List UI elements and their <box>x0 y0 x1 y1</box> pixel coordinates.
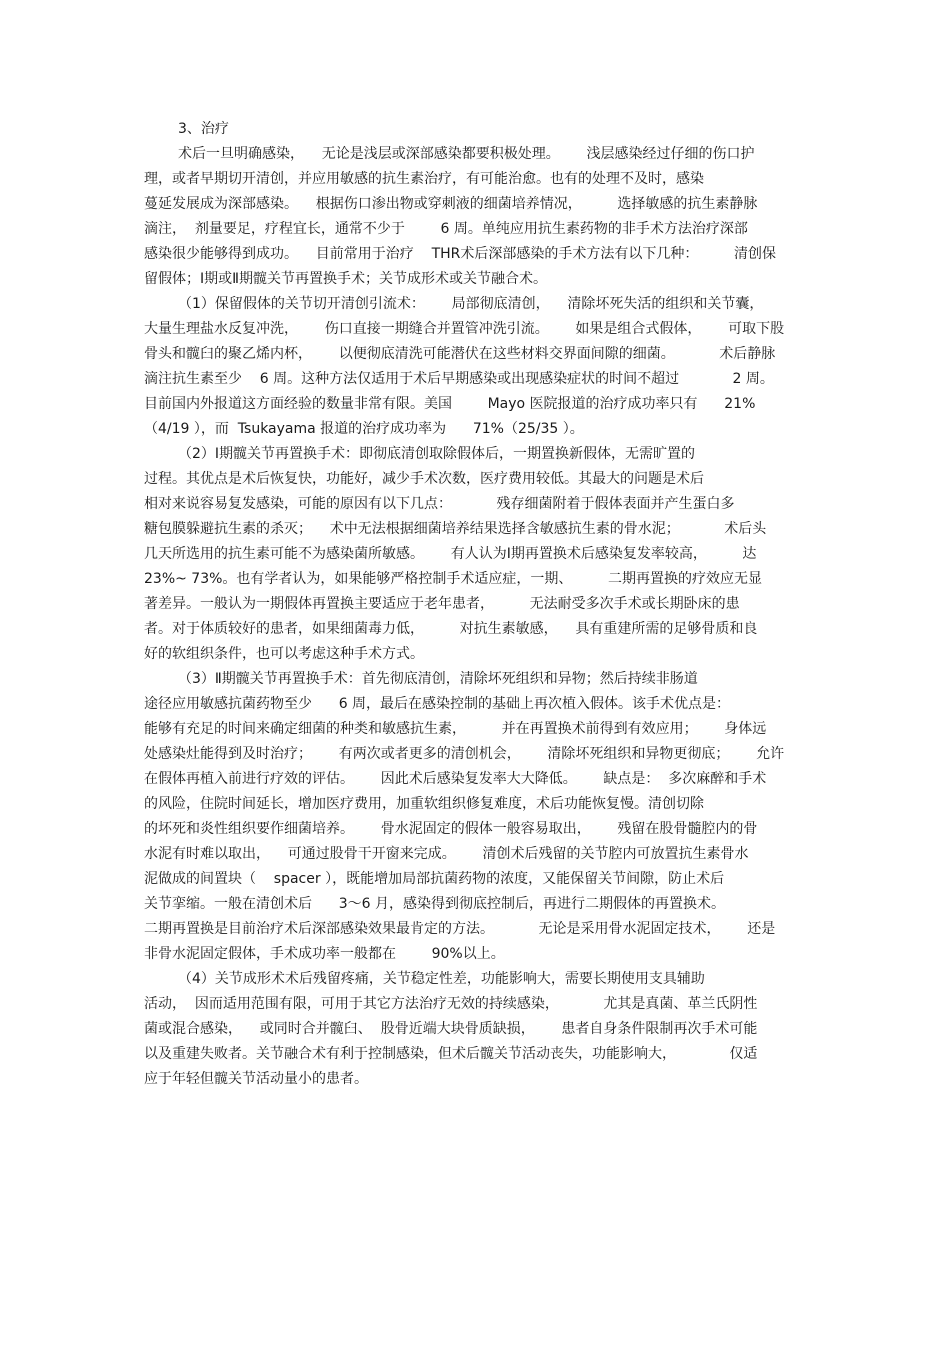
paragraph-line: 泥做成的间置块（ spacer ），既能增加局部抗菌药物的浓度，又能保留关节间隙，防止术后 <box>144 871 725 887</box>
paragraph-line: 理，或者早期切开清创，并应用敏感的抗生素治疗，有可能治愈。也有的处理不及时，感染 <box>144 171 704 187</box>
paragraph-line: 的风险，住院时间延长，增加医疗费用，加重软组织修复难度，术后功能恢复慢。清创切除 <box>144 796 704 812</box>
paragraph-line: 非骨水泥固定假体，手术成功率一般都在 90%以上。 <box>144 946 505 962</box>
paragraph-line: 过程。其优点是术后恢复快，功能好，减少手术次数，医疗费用较低。其最大的问题是术后 <box>144 471 704 487</box>
paragraph-line: 应于年轻但髋关节活动量小的患者。 <box>144 1071 368 1087</box>
paragraph-line: （1）保留假体的关节切开清创引流术： 局部彻底清创， 清除坏死失活的组织和关节囊， <box>178 296 764 312</box>
paragraph-line: 水泥有时难以取出， 可通过股骨干开窗来完成。 清创术后残留的关节腔内可放置抗生素骨水 <box>144 846 749 862</box>
paragraph-line: 23%~ 73%。也有学者认为，如果能够严格控制手术适应症，一期、 二期再置换的疗效应无显 <box>144 571 763 587</box>
paragraph-line: 滴注， 剂量要足，疗程宜长，通常不少于 6 周。单纯应用抗生素药物的非手术方法治疗深部 <box>144 221 748 237</box>
paragraph-1 <box>144 142 808 292</box>
paragraph-5 <box>144 967 808 1092</box>
paragraph-line: 者。对于体质较好的患者，如果细菌毒力低， 对抗生素敏感， 具有重建所需的足够骨质和良 <box>144 621 758 637</box>
paragraph-line: 在假体再植入前进行疗效的评估。 因此术后感染复发率大大降低。 缺点是： 多次麻醉和手术 <box>144 771 767 787</box>
paragraph-4 <box>144 667 808 967</box>
paragraph-line: 以及重建失败者。关节融合术有利于控制感染，但术后髋关节活动丧失，功能影响大， 仅适 <box>144 1046 758 1062</box>
paragraph-line: 关节挛缩。一般在清创术后 3～6 月，感染得到彻底控制后，再进行二期假体的再置换术。 <box>144 896 725 912</box>
paragraph-line: 大量生理盐水反复冲洗， 伤口直接一期缝合并置管冲洗引流。 如果是组合式假体， 可取下股 <box>144 321 785 337</box>
paragraph-line: （4/19 ），而 Tsukayama 报道的治疗成功率为 71%（25/35 ）。 <box>144 421 584 437</box>
paragraph-2 <box>144 292 808 442</box>
section-heading: 3、治疗 <box>178 121 229 137</box>
paragraph-line: 能够有充足的时间来确定细菌的种类和敏感抗生素， 并在再置换术前得到有效应用； 身体远 <box>144 721 767 737</box>
paragraph-line: 滴注抗生素至少 6 周。这种方法仅适用于术后早期感染或出现感染症状的时间不超过 2 周。 <box>144 371 774 387</box>
paragraph-line: 术后一旦明确感染， 无论是浅层或深部感染都要积极处理。 浅层感染经过仔细的伤口护 <box>178 146 755 162</box>
paragraph-line: 活动， 因而适用范围有限，可用于其它方法治疗无效的持续感染， 尤其是真菌、革兰氏阴性 <box>144 996 758 1012</box>
paragraph-line: 糖包膜躲避抗生素的杀灭； 术中无法根据细菌培养结果选择含敏感抗生素的骨水泥； 术后头 <box>144 521 767 537</box>
paragraph-line: 菌或混合感染， 或同时合并髋臼、 股骨近端大块骨质缺损， 患者自身条件限制再次手术可能 <box>144 1021 758 1037</box>
paragraph-line: 留假体；Ⅰ期或Ⅱ期髋关节再置换手术；关节成形术或关节融合术。 <box>144 271 548 287</box>
paragraph-line: 蔓延发展成为深部感染。 根据伤口渗出物或穿刺液的细菌培养情况， 选择敏感的抗生素静脉 <box>144 196 758 212</box>
paragraph-line: 著差异。一般认为一期假体再置换主要适应于老年患者， 无法耐受多次手术或长期卧床的患 <box>144 596 740 612</box>
paragraph-line: 处感染灶能得到及时治疗； 有两次或者更多的清创机会， 清除坏死组织和异物更彻底； 允许 <box>144 746 785 762</box>
paragraph-line: 相对来说容易复发感染，可能的原因有以下几点： 残存细菌附着于假体表面并产生蛋白多 <box>144 496 735 512</box>
paragraph-line: （4）关节成形术术后残留疼痛，关节稳定性差，功能影响大，需要长期使用支具辅助 <box>178 971 705 987</box>
paragraph-3 <box>144 442 808 667</box>
paragraph-line: 的坏死和炎性组织要作细菌培养。 骨水泥固定的假体一般容易取出， 残留在股骨髓腔内的骨 <box>144 821 758 837</box>
paragraph-line: 感染很少能够得到成功。 目前常用于治疗 THR术后深部感染的手术方法有以下几种： 清创保 <box>144 246 777 262</box>
paragraph-line: 几天所选用的抗生素可能不为感染菌所敏感。 有人认为Ⅰ期再置换术后感染复发率较高， 达 <box>144 546 757 562</box>
paragraph-line: （2）Ⅰ期髋关节再置换手术：即彻底清创取除假体后，一期置换新假体，无需旷置的 <box>178 446 696 462</box>
paragraph-line: （3）Ⅱ期髋关节再置换手术：首先彻底清创，清除坏死组织和异物；然后持续非肠道 <box>178 671 698 687</box>
paragraph-line: 骨头和髋臼的聚乙烯内杯， 以便彻底清洗可能潜伏在这些材料交界面间隙的细菌。 术后静脉 <box>144 346 776 362</box>
paragraph-line: 二期再置换是目前治疗术后深部感染效果最肯定的方法。 无论是采用骨水泥固定技术， 还是 <box>144 921 776 937</box>
paragraph-line: 途径应用敏感抗菌药物至少 6 周，最后在感染控制的基础上再次植入假体。该手术优点是： <box>144 696 731 712</box>
paragraph-line: 好的软组织条件，也可以考虑这种手术方式。 <box>144 646 424 662</box>
document-body <box>144 117 808 1092</box>
paragraph-line: 目前国内外报道这方面经验的数量非常有限。美国 Mayo 医院报道的治疗成功率只有 21% <box>144 396 756 412</box>
